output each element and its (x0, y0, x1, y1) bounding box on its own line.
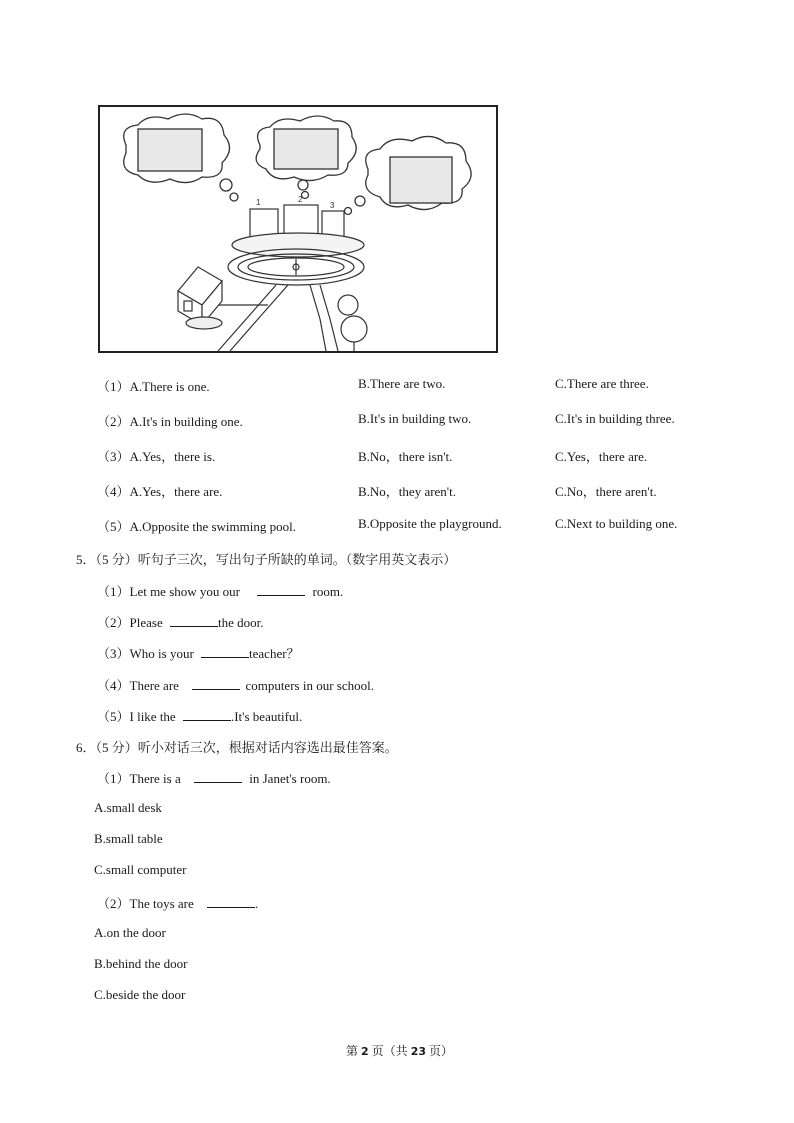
q6-sub1: （1）There is a in Janet's room. (97, 771, 331, 786)
answer-blank[interactable] (192, 677, 240, 690)
q4-item-2-a: （2）A.It's in building one. (97, 414, 243, 429)
q4-item-5-a: （5）A.Opposite the swimming pool. (97, 519, 296, 534)
q5-item-5: （5）I like the .It's beautiful. (97, 709, 303, 724)
q6-sub2: （2）The toys are . (97, 896, 259, 911)
q5-item-3: （3）Who is your teacher？ (97, 646, 300, 661)
q4-item-5-b: B.Opposite the playground. (358, 516, 502, 531)
q5-item-1: （1）Let me show you our room. (97, 584, 344, 599)
q4-item-1-c: C.There are three. (555, 376, 649, 391)
q6-sub1-option-c: C.small computer (94, 862, 187, 877)
q6-sub2-option-b: B.behind the door (94, 956, 188, 971)
q4-item-4-c: C.No，there aren't. (555, 484, 657, 499)
q5-heading: 5．（5 分）听句子三次，写出句子所缺的单词。（数字用英文表示） (76, 552, 457, 567)
answer-blank[interactable] (207, 895, 255, 908)
q4-item-4-b: B.No，they aren't. (358, 484, 457, 499)
building-label-3: 3 (330, 201, 335, 210)
page-number: 2 (361, 1045, 369, 1058)
q4-item-3-c: C.Yes，there are. (555, 449, 648, 464)
q4-item-2-b: B.It's in building two. (358, 411, 472, 426)
q4-item-2-c: C.It's in building three. (555, 411, 675, 426)
building-label-2: 2 (298, 195, 303, 204)
q4-item-4-a: （4）A.Yes，there are. (97, 484, 223, 499)
school-illustration (98, 105, 498, 353)
q4-item-3-b: B.No，there isn't. (358, 449, 453, 464)
answer-blank[interactable] (183, 708, 231, 721)
q5-item-2: （2）Please the door. (97, 615, 264, 630)
q6-sub1-option-a: A.small desk (94, 800, 162, 815)
q4-item-5-c: C.Next to building one. (555, 516, 678, 531)
q6-heading: 6．（5 分）听小对话三次，根据对话内容选出最佳答案。 (76, 740, 398, 755)
q4-item-1-a: （1）A.There is one. (97, 379, 210, 394)
answer-blank[interactable] (170, 614, 218, 627)
q5-item-4: （4）There are computers in our school. (97, 678, 374, 693)
page-footer: 第 2 页（共 23 页） (346, 1044, 454, 1058)
answer-blank[interactable] (194, 770, 242, 783)
q6-sub2-option-c: C.beside the door (94, 987, 186, 1002)
page-total: 23 (410, 1045, 426, 1058)
answer-blank[interactable] (257, 583, 305, 596)
q4-item-1-b: B.There are two. (358, 376, 446, 391)
q6-sub1-option-b: B.small table (94, 831, 163, 846)
q4-item-3-a: （3）A.Yes，there is. (97, 449, 216, 464)
answer-blank[interactable] (201, 645, 249, 658)
building-label-1: 1 (256, 198, 261, 207)
q6-sub2-option-a: A.on the door (94, 925, 166, 940)
